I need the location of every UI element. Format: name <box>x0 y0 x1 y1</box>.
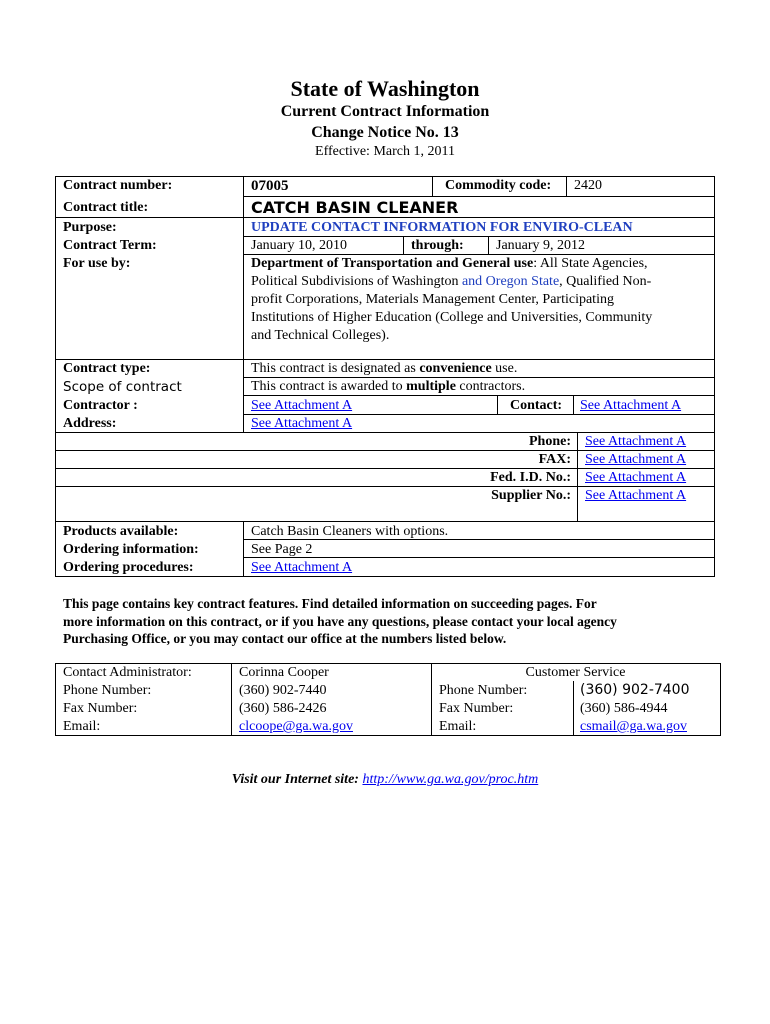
notice-paragraph: This page contains key contract features. Find detailed information on succeeding pages. For more information on this contract, or if you have any questions, please contact your local agency Purchasing Office, or you may contact our office at the numbers listed below. <box>63 596 617 646</box>
term-end: January 9, 2012 <box>496 238 586 253</box>
admin-fax: (360) 586-2426 <box>239 701 327 716</box>
address-label: Address: <box>63 416 117 431</box>
admin-email-link[interactable]: clcoope@ga.wa.gov <box>239 719 353 734</box>
commodity-code: 2420 <box>574 178 602 193</box>
for-use-by-label: For use by: <box>63 256 131 271</box>
address-link[interactable]: See Attachment A <box>251 416 353 431</box>
contractor-link[interactable]: See Attachment A <box>251 398 353 413</box>
commodity-code-label: Commodity code: <box>445 178 552 193</box>
cs-email-link[interactable]: csmail@ga.wa.gov <box>580 719 687 734</box>
contact-admin-label: Contact Administrator: <box>63 665 192 680</box>
cs-email-label: Email: <box>439 719 477 734</box>
fed-id-link[interactable]: See Attachment A <box>585 470 687 485</box>
contract-type-label: Contract type: <box>63 361 151 376</box>
for-use-by: Department of Transportation and General use: All State Agencies, Political Subdivisions of Washington and Oregon State, Qualified Non- profit Corporations, Materials Management Center, Participating Institutions of Higher Education (College and Universities, Community and Technical Colleges). <box>251 256 653 343</box>
through-label: through: <box>411 238 464 253</box>
products-label: Products available: <box>63 524 179 539</box>
supplier-link[interactable]: See Attachment A <box>585 488 687 503</box>
cs-phone: (360) 902-7400 <box>580 682 690 698</box>
products: Catch Basin Cleaners with options. <box>251 524 449 539</box>
fax-link[interactable]: See Attachment A <box>585 452 687 467</box>
ordering-procedures-label: Ordering procedures: <box>63 560 194 575</box>
cs-fax: (360) 586-4944 <box>580 701 668 716</box>
purpose: UPDATE CONTACT INFORMATION FOR ENVIRO-CLEAN <box>251 220 633 235</box>
admin-fax-label: Fax Number: <box>63 701 138 716</box>
admin-phone-label: Phone Number: <box>63 683 152 698</box>
cs-phone-label: Phone Number: <box>439 683 528 698</box>
customer-service-heading: Customer Service <box>525 665 626 680</box>
purpose-label: Purpose: <box>63 220 117 235</box>
contract-term-label: Contract Term: <box>63 238 157 253</box>
admin-phone: (360) 902-7440 <box>239 683 327 698</box>
contract-title: CATCH BASIN CLEANER <box>251 198 459 217</box>
contact-admin-name: Corinna Cooper <box>239 665 329 680</box>
change-notice: Change Notice No. 13 <box>311 124 459 141</box>
phone-link[interactable]: See Attachment A <box>585 434 687 449</box>
effective-date: Effective: March 1, 2011 <box>315 144 455 159</box>
contract-number: 07005 <box>251 178 289 194</box>
scope: This contract is awarded to multiple contractors. <box>251 379 526 394</box>
term-start: January 10, 2010 <box>251 238 348 253</box>
visit-label: Visit our Internet site: <box>231 772 359 787</box>
supplier-label: Supplier No.: <box>491 488 571 503</box>
page-subtitle: Current Contract Information <box>280 103 490 120</box>
ordering-procedures-link[interactable]: See Attachment A <box>251 560 353 575</box>
fed-id-label: Fed. I.D. No.: <box>490 470 571 485</box>
phone-label: Phone: <box>529 434 571 449</box>
website-link[interactable]: http://www.ga.wa.gov/proc.htm <box>362 772 539 787</box>
scope-label: Scope of contract <box>63 379 182 395</box>
website-line <box>0 771 770 789</box>
ordering-info: See Page 2 <box>251 542 313 557</box>
ordering-info-label: Ordering information: <box>63 542 199 557</box>
admin-email-label: Email: <box>63 719 101 734</box>
page-title: State of Washington <box>290 76 480 101</box>
contract-title-label: Contract title: <box>63 200 149 215</box>
contact-label: Contact: <box>510 398 563 413</box>
contract-type: This contract is designated as convenience use. <box>251 361 518 376</box>
contact-link[interactable]: See Attachment A <box>580 398 682 413</box>
cs-fax-label: Fax Number: <box>439 701 514 716</box>
fax-label: FAX: <box>538 452 571 467</box>
contract-number-label: Contract number: <box>63 178 173 193</box>
contractor-label: Contractor : <box>63 398 138 413</box>
